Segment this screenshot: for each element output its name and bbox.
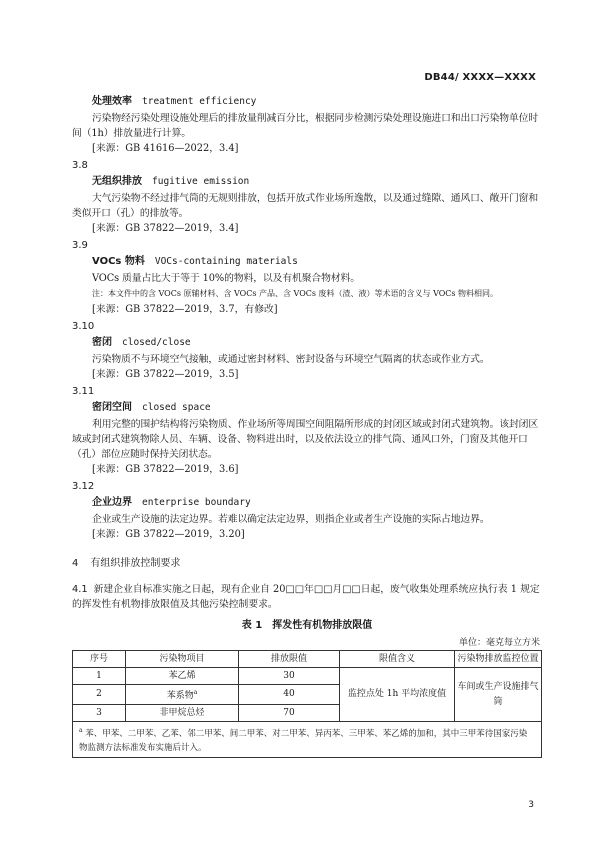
term-source: [来源：GB 37822—2019，3.6] (92, 464, 239, 475)
term-zh: VOCs 物料 (92, 256, 145, 267)
footnote-marker: a (193, 689, 198, 696)
limit-meaning: 监控点处 1h 平均浓度值 (340, 668, 455, 722)
content-body (72, 94, 542, 758)
term-enterprise-boundary (72, 479, 542, 544)
term-fugitive-emission (72, 158, 542, 238)
header-cell: 污染物排放监控位置 (455, 651, 542, 668)
term-number: 3.11 (72, 386, 95, 397)
row-number: 2 (73, 685, 126, 705)
term-zh: 无组织排放 (92, 176, 142, 187)
term-definition: 大气污染物不经过排气筒的无规则排放，包括开放式作业场所逸散，以及通过缝隙、通风口、敞开门窗和类似开口（孔）的排放等。 (72, 193, 539, 219)
pollutant-item-text: 苯系物 (166, 691, 194, 701)
header-cell: 污染物项目 (126, 651, 239, 668)
limit-value: 30 (239, 668, 340, 685)
pollutant-item (126, 685, 239, 705)
table-title: 表 1 挥发性有机物排放限值 (241, 620, 373, 631)
row-number: 3 (73, 705, 126, 722)
monitoring-location: 车间或生产设施排气筒 (455, 668, 542, 722)
term-note: 注：本文件中的含 VOCs 原辅材料、含 VOCs 产品、含 VOCs 废料（渣、液）等术语的含义与 VOCs 物料相同。 (92, 289, 499, 298)
term-source: [来源：GB 37822—2019，3.20] (92, 529, 245, 540)
term-en: closed space (142, 402, 211, 413)
header-cell: 排放限值 (239, 651, 340, 668)
table-unit: 单位：毫克每立方米 (458, 638, 540, 648)
pollutant-item: 苯乙烯 (126, 668, 239, 685)
table-header-row (73, 651, 542, 668)
term-number: 3.12 (72, 481, 95, 492)
footnote-marker: a (79, 727, 83, 734)
term-source: [来源：GB 37822—2019，3.4] (92, 223, 239, 234)
footnote-text: 苯、甲苯、二甲苯、乙苯、邻二甲苯、间二甲苯、对二甲苯、异丙苯、三甲苯、苯乙烯的加和，其中三甲苯待国家污染物监测方法标准发布实施后计入。 (79, 728, 528, 753)
limit-value: 40 (239, 685, 340, 705)
term-closed-space (72, 384, 542, 479)
term-zh: 企业边界 (92, 497, 132, 508)
header-cell: 序号 (73, 651, 126, 668)
term-en: VOCs-containing materials (154, 256, 298, 267)
clause-number: 4 (72, 558, 79, 569)
term-number: 3.8 (72, 160, 88, 171)
clause-heading (72, 556, 542, 582)
paragraph-text: 新建企业自标准实施之日起，现有企业自 20□□年□□月□□日起，废气收集处理系统应执行表 1 规定的挥发性有机物排放限值及其他污染控制要求。 (72, 584, 540, 610)
term-en: closed/close (122, 337, 191, 348)
emission-limits-table (72, 650, 542, 758)
term-definition: 污染物质不与环境空气接触，或通过密封材料、密封设备与环境空气隔离的状态或作业方式。 (92, 354, 490, 365)
pollutant-item: 非甲烷总烃 (126, 705, 239, 722)
term-definition: 利用完整的围护结构将污染物质、作业场所等周围空间阻隔所形成的封闭区域或封闭式建筑物。该封闭区域或封闭式建筑物除人员、车辆、设备、物料进出时，以及依法设立的排气筒、通风口外，门窗及其他开口（孔）部位应随时保持关闭状态。 (72, 419, 539, 460)
table-row (73, 668, 542, 685)
term-source: [来源：GB 37822—2019，3.5] (92, 369, 239, 380)
term-zh: 密闭 (92, 337, 112, 348)
term-zh: 处理效率 (92, 96, 132, 107)
term-zh: 密闭空间 (92, 402, 132, 413)
term-vocs-materials (72, 238, 542, 319)
term-definition: VOCs 质量占比大于等于 10%的物料，以及有机聚合物材料。 (92, 273, 360, 284)
page-number: 3 (528, 800, 534, 810)
clause-title: 有组织排放控制要求 (90, 558, 181, 569)
term-source: [来源：GB 41616—2022，3.4] (92, 143, 239, 154)
term-number: 3.9 (72, 240, 88, 251)
term-treatment-efficiency (72, 94, 542, 158)
term-en: enterprise boundary (142, 497, 251, 508)
standard-code: DB44/ XXXX—XXXX (424, 72, 536, 83)
term-definition: 企业或生产设施的法定边界。若难以确定法定边界，则指企业或者生产设施的实际占地边界。 (92, 514, 490, 525)
term-closed (72, 319, 542, 384)
table-footnote (73, 722, 542, 758)
header-cell: 限值含义 (340, 651, 455, 668)
term-definition: 污染物经污染处理设施处理后的排放量削减百分比，根据同步检测污染处理设施进口和出口污染物单位时间（1h）排放量进行计算。 (72, 113, 539, 139)
limit-value: 70 (239, 705, 340, 722)
term-en: fugitive emission (152, 176, 250, 187)
paragraph-number: 4.1 (72, 584, 88, 595)
row-number: 1 (73, 668, 126, 685)
term-en: treatment efficiency (142, 96, 257, 107)
term-number: 3.10 (72, 321, 95, 332)
clause-paragraph (72, 582, 542, 612)
term-source: [来源：GB 37822—2019，3.7，有修改] (92, 304, 278, 315)
table-footnote-row (73, 722, 542, 758)
